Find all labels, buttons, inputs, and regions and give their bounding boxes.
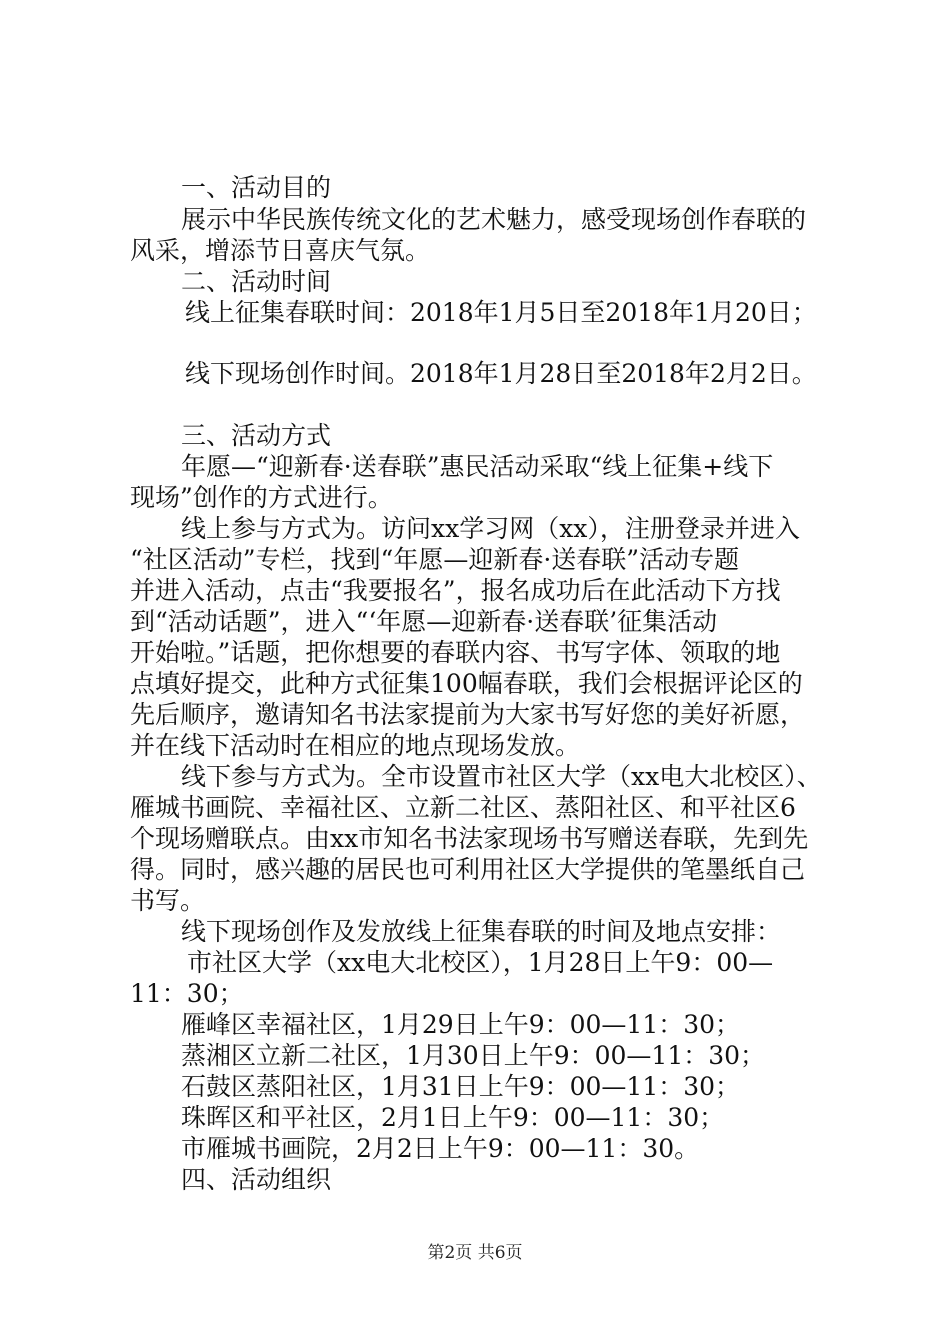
section-heading-method: 三、活动方式 xyxy=(181,421,332,450)
section-heading-purpose: 一、活动目的 xyxy=(181,173,332,202)
offline-method-line: 书写。 xyxy=(130,886,206,915)
online-method-line: 先后顺序，邀请知名书法家提前为大家书写好您的美好祈愿， xyxy=(130,700,806,729)
offline-method-line: 个现场赠联点。由xx市知名书法家现场书写赠送春联，先到先 xyxy=(130,824,809,853)
schedule-intro: 线下现场创作及发放线上征集春联的时间及地点安排： xyxy=(181,917,782,946)
offline-method-line: 得。同时，感兴趣的居民也可利用社区大学提供的笔墨纸自己 xyxy=(130,855,806,884)
online-method-line: 并进入活动，点击“我要报名”，报名成功后在此活动下方找 xyxy=(130,576,781,605)
online-method-line: “社区活动”专栏，找到“年愿—迎新春·送春联”活动专题 xyxy=(130,545,740,574)
offline-method-line: 线下参与方式为。全市设置市社区大学（xx电大北校区）、 xyxy=(181,762,822,791)
method-paragraph-line: 年愿—“迎新春·送春联”惠民活动采取“线上征集+线下 xyxy=(181,452,774,481)
purpose-paragraph-line: 风采，增添节日喜庆气氛。 xyxy=(130,236,431,265)
method-paragraph-line: 现场”创作的方式进行。 xyxy=(130,483,393,512)
schedule-item: 雁峰区幸福社区，1月29日上午9：00—11：30； xyxy=(181,1010,741,1039)
online-method-line: 到“活动话题”，进入“‘年愿—迎新春·送春联’征集活动 xyxy=(130,607,718,636)
online-method-line: 并在线下活动时在相应的地点现场发放。 xyxy=(130,731,581,760)
page-number-footer: 第2页 共6页 xyxy=(427,1243,523,1263)
schedule-item: 11：30； xyxy=(130,979,244,1008)
online-method-line: 线上参与方式为。访问xx学习网（xx），注册登录并进入 xyxy=(181,514,800,543)
schedule-item: 石鼓区蒸阳社区，1月31日上午9：00—11：30； xyxy=(181,1072,741,1101)
schedule-item: 市雁城书画院，2月2日上午9：00—11：30。 xyxy=(181,1134,700,1163)
online-method-line: 点填好提交，此种方式征集100幅春联，我们会根据评论区的 xyxy=(130,669,803,698)
schedule-item: 市社区大学（xx电大北校区），1月28日上午9：00— xyxy=(187,948,774,977)
purpose-paragraph-line: 展示中华民族传统文化的艺术魅力，感受现场创作春联的 xyxy=(181,205,807,234)
section-heading-time: 二、活动时间 xyxy=(181,267,332,296)
offline-time-line: 线下现场创作时间。2018年1月28日至2018年2月2日。 xyxy=(185,359,817,388)
offline-method-line: 雁城书画院、幸福社区、立新二社区、蒸阳社区、和平社区6 xyxy=(130,793,796,822)
schedule-item: 蒸湘区立新二社区，1月30日上午9：00—11：30； xyxy=(181,1041,766,1070)
schedule-item: 珠晖区和平社区，2月1日上午9：00—11：30； xyxy=(181,1103,725,1132)
section-heading-organization: 四、活动组织 xyxy=(181,1165,332,1194)
online-time-line: 线上征集春联时间：2018年1月5日至2018年1月20日； xyxy=(185,298,817,327)
online-method-line: 开始啦。”话题，把你想要的春联内容、书写字体、领取的地 xyxy=(130,638,781,667)
